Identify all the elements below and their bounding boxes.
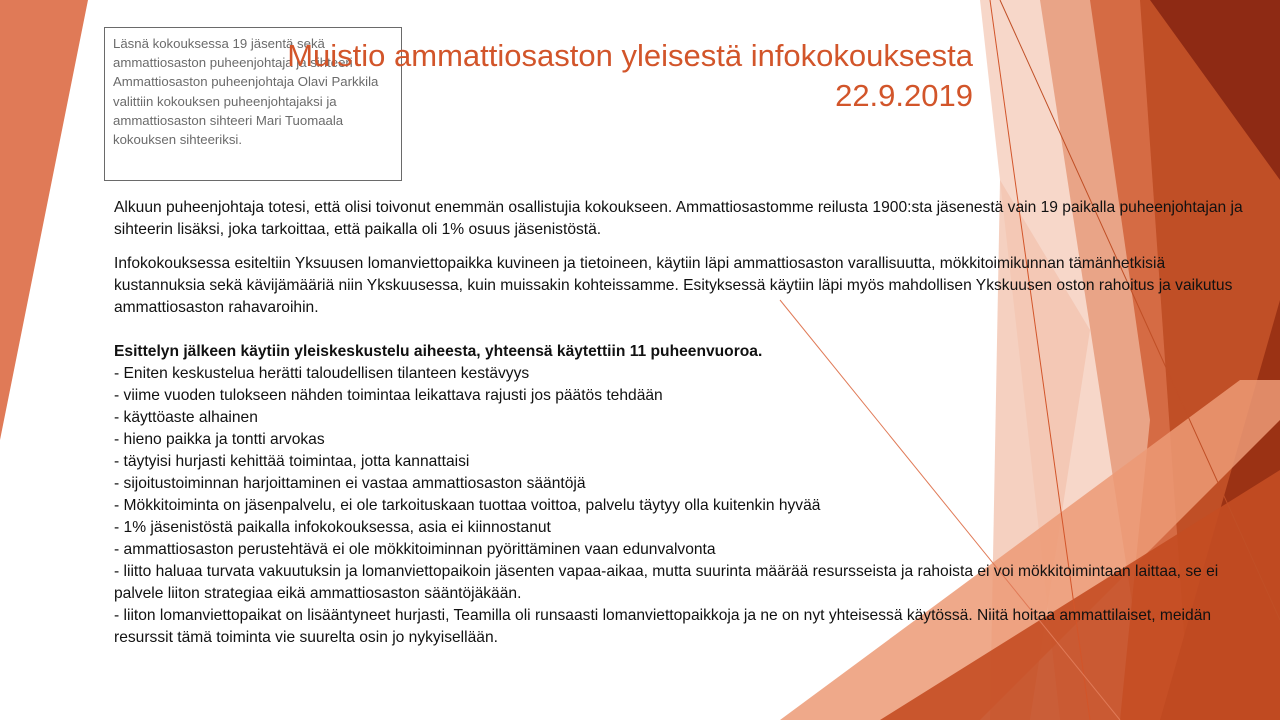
discussion-point: - hieno paikka ja tontti arvokas [114,431,325,448]
slide-title-date: 22.9.2019 [835,78,973,113]
discussion-points-list [114,363,1244,649]
discussion-point: - liitto haluaa turvata vakuutuksin ja lomanviettopaikoin jäsenten vapaa-aikaa, mutta suurinta määrää resursseista ja rahoista ei voi mökkitoimintaan laittaa, se ei palvele liiton strategiaa eikä ammattiosaston sääntöjäkään. [114,563,1219,602]
discussion-point: - käyttöaste alhainen [114,409,258,426]
discussion-point: - täytyisi hurjasti kehittää toimintaa, jotta kannattaisi [114,453,470,470]
left-orange-band [0,0,88,440]
discussion-point: - 1% jäsenistöstä paikalla infokokouksessa, asia ei kiinnostanut [114,519,551,536]
slide-body [114,197,1244,649]
discussion-point: - liiton lomanviettopaikat on lisääntyneet hurjasti, Teamilla oli runsaasti lomanviettopaikkoja ja ne on nyt yhteisessä käytössä. Niitä hoitaa ammattilaiset, meidän resurssit tämä toiminta vie suurelta osin jo nykyisellään. [114,607,1212,646]
presentation-paragraph: Infokokouksessa esiteltiin Yksuusen lomanviettopaikka kuvineen ja tietoineen, käytiin läpi ammattiosaston varallisuutta, mökkitoimikunnan tämänhetkisiä kustannuksia sekä kävijämääriä niin Ykskuusessa, kuin muissakin kohteissamme. Esityksessä käytiin läpi myös mahdollisen Ykskuusen oston rahoitus ja vaikutus ammattiosaston rahavaroihin. [114,255,1233,316]
discussion-point: - Eniten keskustelua herätti taloudellisen tilanteen kestävyys [114,365,530,382]
discussion-point: - Mökkitoiminta on jäsenpalvelu, ei ole tarkoituskaan tuottaa voittoa, palvelu täytyy olla kuitenkin hyvää [114,497,821,514]
discussion-point: - viime vuoden tulokseen nähden toimintaa leikattava rajusti jos päätös tehdään [114,387,663,404]
slide-title-line1: Muistio ammattiosaston yleisestä infokokouksesta [287,38,973,73]
intro-paragraph: Alkuun puheenjohtaja totesi, että olisi toivonut enemmän osallistujia kokoukseen. Ammattiosastomme reilusta 1900:sta jäsenestä vain 19 paikalla puheenjohtajan ja sihteerin lisäksi, joka tarkoittaa, että paikalla oli 1% osuus jäsenistöstä. [114,199,1243,238]
discussion-point: - ammattiosaston perustehtävä ei ole mökkitoiminnan pyörittäminen vaan edunvalvonta [114,541,716,558]
discussion-lead: Esittelyn jälkeen käytiin yleiskeskustelu aiheesta, yhteensä käytettiin 11 puheenvuoroa. [114,343,763,360]
slide-title [200,36,973,116]
attendance-note-box: Läsnä kokouksessa 19 jäsentä sekä ammattiosaston puheenjohtaja ja sihteeri Ammattiosaston puheenjohtaja Olavi Parkkila valittiin kokouksen puheenjohtajaksi ja ammattiosaston sihteeri Mari Tuomaala kokouksen sihteeriksi. [104,27,402,181]
discussion-point: - sijoitustoiminnan harjoittaminen ei vastaa ammattiosaston sääntöjä [114,475,586,492]
